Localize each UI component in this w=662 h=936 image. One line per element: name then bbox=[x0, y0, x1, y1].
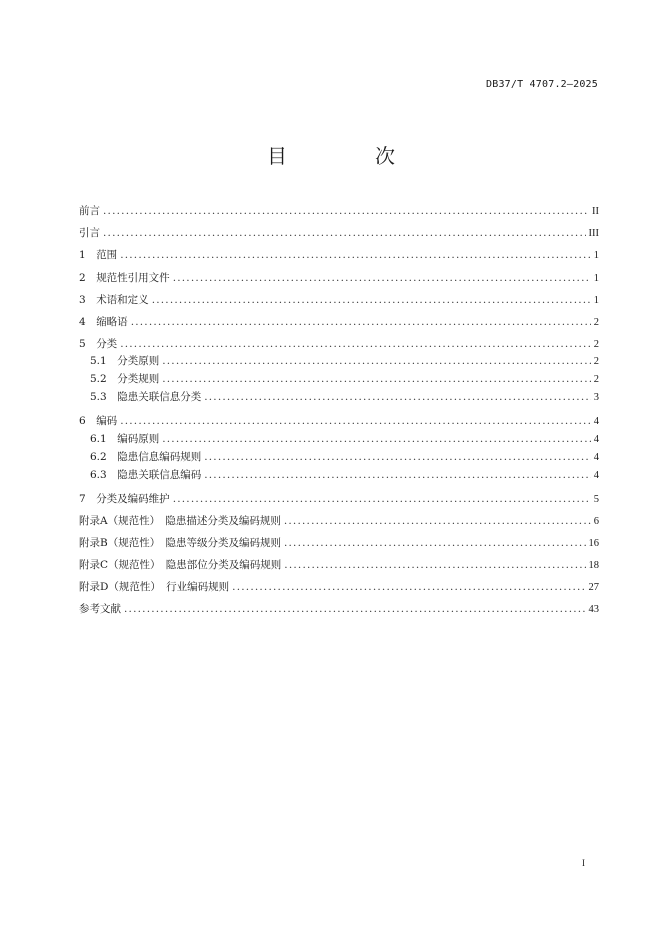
toc-entry-label: 隐患信息编码规则 bbox=[117, 450, 202, 463]
toc-entry-number: 7 bbox=[79, 492, 97, 505]
toc-entry-number: 附录B（规范性） bbox=[79, 536, 166, 549]
toc-entry-label: 规范性引用文件 bbox=[96, 271, 170, 284]
toc-entry-page: 4 bbox=[593, 433, 599, 445]
toc-entry[interactable] bbox=[79, 598, 599, 620]
toc-entry[interactable] bbox=[79, 267, 599, 289]
toc-subentry[interactable] bbox=[79, 430, 599, 448]
toc-entry-number: 5.2 bbox=[90, 373, 118, 386]
toc-entry-page: 43 bbox=[588, 604, 599, 616]
toc-entry-number: 4 bbox=[79, 315, 97, 328]
toc-entry-page: 18 bbox=[588, 560, 599, 572]
toc-entry[interactable] bbox=[79, 532, 599, 554]
toc-entry-page: 4 bbox=[593, 469, 599, 481]
toc-entry-label: 编码原则 bbox=[117, 432, 160, 445]
dot-leader bbox=[173, 488, 591, 510]
page-number: I bbox=[582, 858, 585, 868]
toc-entry-label: 缩略语 bbox=[96, 315, 128, 328]
toc-entry-page: 6 bbox=[593, 515, 599, 527]
toc-entry[interactable] bbox=[79, 244, 599, 266]
dot-leader bbox=[162, 352, 591, 370]
toc-entry-number: 附录D（规范性） bbox=[79, 581, 167, 594]
dot-leader bbox=[284, 510, 591, 532]
dot-leader bbox=[103, 200, 589, 222]
toc-entry[interactable] bbox=[79, 554, 599, 576]
dot-leader bbox=[284, 554, 585, 576]
dot-leader bbox=[103, 222, 586, 244]
toc-entry-number: 6.2 bbox=[90, 450, 118, 463]
toc-entry-label: 范围 bbox=[96, 249, 118, 262]
toc-entry-label: 引言 bbox=[79, 227, 100, 240]
toc-entry-page: 1 bbox=[593, 294, 599, 306]
toc-entry-label: 术语和定义 bbox=[96, 293, 149, 306]
toc-entry-label: 隐患等级分类及编码规则 bbox=[165, 536, 281, 549]
toc-entry-page: II bbox=[592, 206, 599, 217]
toc-entry[interactable] bbox=[79, 488, 599, 510]
toc-entry-page: 4 bbox=[593, 451, 599, 463]
toc-entry-label: 分类原则 bbox=[117, 355, 160, 368]
toc-entry[interactable] bbox=[79, 576, 599, 598]
page-title: 目 次 bbox=[267, 144, 429, 168]
toc-subentry[interactable] bbox=[79, 448, 599, 466]
toc-entry[interactable] bbox=[79, 311, 599, 333]
toc-entry-number: 5.3 bbox=[90, 391, 118, 404]
dot-leader bbox=[120, 244, 591, 266]
toc-entry-number: 1 bbox=[79, 249, 97, 262]
dot-leader bbox=[204, 388, 591, 406]
toc-entry-label: 分类及编码维护 bbox=[96, 492, 170, 505]
toc-entry[interactable] bbox=[79, 510, 599, 532]
toc-entry-number: 6 bbox=[79, 415, 97, 428]
toc-entry-page: 4 bbox=[593, 416, 599, 428]
toc-entry-label: 分类规则 bbox=[117, 373, 160, 386]
table-of-contents bbox=[79, 200, 599, 621]
toc-entry-page: 2 bbox=[593, 339, 599, 351]
toc-entry-number: 6.3 bbox=[90, 468, 118, 481]
toc-entry-number: 附录A（规范性） bbox=[79, 514, 166, 527]
dot-leader bbox=[152, 289, 591, 311]
toc-entry-label: 参考文献 bbox=[79, 603, 121, 616]
dot-leader bbox=[173, 267, 591, 289]
dot-leader bbox=[131, 311, 591, 333]
toc-entry-label: 隐患关联信息编码 bbox=[117, 468, 202, 481]
toc-entry-page: 16 bbox=[588, 537, 599, 549]
toc-entry-number: 5.1 bbox=[90, 355, 118, 368]
toc-entry-page: 1 bbox=[593, 272, 599, 284]
toc-entry-number: 2 bbox=[79, 271, 97, 284]
toc-entry-number: 3 bbox=[79, 293, 97, 306]
toc-entry[interactable] bbox=[79, 222, 599, 244]
toc-entry-label: 行业编码规则 bbox=[166, 581, 230, 594]
toc-entry-label: 隐患关联信息分类 bbox=[117, 391, 202, 404]
dot-leader bbox=[232, 576, 585, 598]
toc-entry-label: 前言 bbox=[79, 205, 100, 217]
dot-leader bbox=[204, 466, 591, 484]
toc-entry-page: 3 bbox=[593, 392, 599, 404]
toc-entry-number: 6.1 bbox=[90, 432, 118, 445]
toc-subentry[interactable] bbox=[79, 352, 599, 370]
toc-entry-page: 1 bbox=[593, 250, 599, 262]
toc-entry-page: III bbox=[588, 228, 599, 240]
toc-entry-page: 5 bbox=[593, 493, 599, 505]
toc-entry-page: 27 bbox=[588, 582, 599, 594]
dot-leader bbox=[162, 430, 591, 448]
toc-entry-label: 分类 bbox=[96, 338, 118, 351]
toc-entry-number: 附录C（规范性） bbox=[79, 559, 166, 572]
toc-entry-page: 2 bbox=[593, 374, 599, 386]
toc-subentry[interactable] bbox=[79, 388, 599, 406]
dot-leader bbox=[284, 532, 586, 554]
standard-code: DB37/T 4707.2—2025 bbox=[486, 79, 598, 90]
toc-entry-page: 2 bbox=[593, 316, 599, 328]
toc-entry[interactable] bbox=[79, 200, 599, 222]
toc-subentry[interactable] bbox=[79, 370, 599, 388]
toc-entry-number: 5 bbox=[79, 338, 97, 351]
toc-subentry[interactable] bbox=[79, 466, 599, 484]
toc-entry-page: 2 bbox=[593, 356, 599, 368]
toc-entry-label: 编码 bbox=[96, 415, 118, 428]
toc-entry-label: 隐患部位分类及编码规则 bbox=[165, 559, 282, 572]
dot-leader bbox=[124, 598, 586, 620]
dot-leader bbox=[204, 448, 591, 466]
toc-entry[interactable] bbox=[79, 289, 599, 311]
toc-entry-label: 隐患描述分类及编码规则 bbox=[165, 514, 281, 527]
dot-leader bbox=[162, 370, 591, 388]
